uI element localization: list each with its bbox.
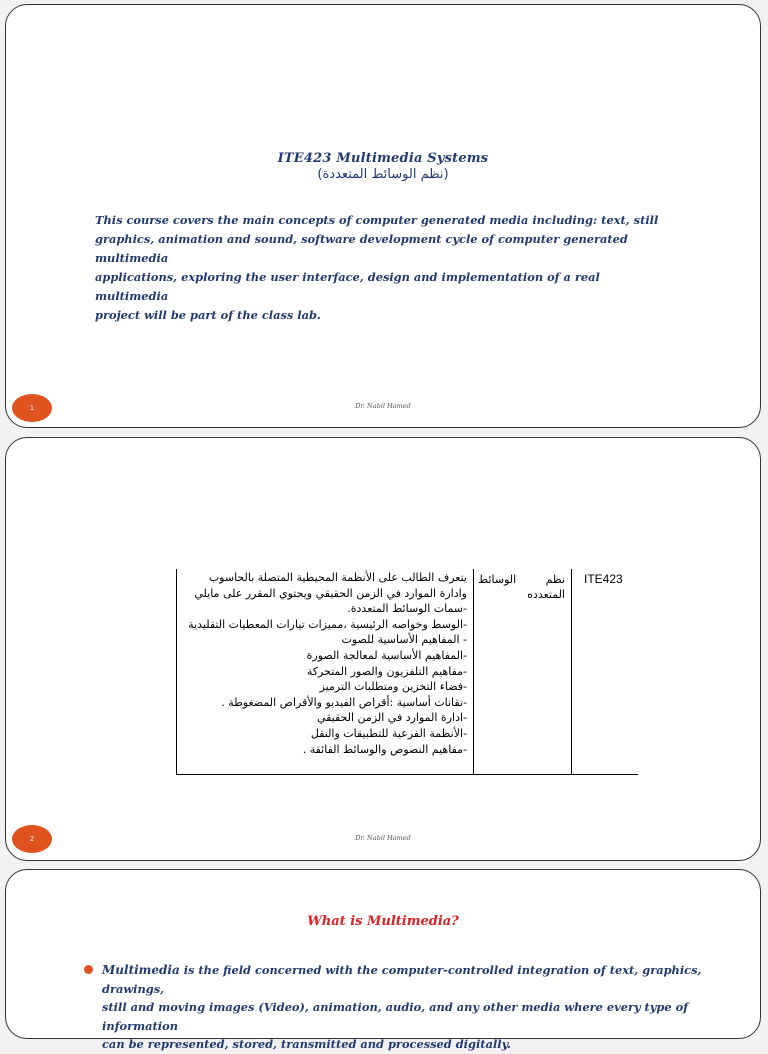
- description-line: وادارة الموارد في الزمن الحقيقي ويحتوي المقرر على مايلي: [194, 586, 467, 600]
- description-line: project will be part of the class lab.: [95, 308, 321, 322]
- slide-1: [5, 4, 761, 428]
- slide-3: [5, 869, 761, 1051]
- footer-author: Dr. Nabil Hamed: [355, 402, 411, 410]
- bullet-text: [102, 961, 714, 1054]
- page-number-badge: 1: [12, 394, 52, 422]
- description-line: -تقانات أساسية :أقراص الفيديو والأقراص المضغوطة .: [221, 695, 467, 709]
- description-line: This course covers the main concepts of computer generated media including: text, still: [95, 213, 659, 227]
- course-name-word: المتعدده: [527, 588, 565, 601]
- description-line: -مفاهيم التلفزيون والصور المتحركة: [306, 664, 467, 678]
- table-cell-description: [176, 569, 474, 774]
- description-line: applications, exploring the user interface, design and implementation of a real multimedia: [95, 270, 600, 303]
- course-code: ITE423: [584, 572, 623, 586]
- course-title-ar: (نظم الوسائط المتعددة): [317, 167, 449, 182]
- bullet-line: can be represented, stored, transmitted and processed digitally.: [102, 1037, 511, 1051]
- description-line: -سمات الوسائط المتعددة.: [347, 602, 467, 616]
- course-name: [474, 569, 571, 602]
- description-line: - المفاهيم الأساسية للصوت: [341, 633, 467, 647]
- slide-title: What is Multimedia?: [307, 914, 459, 929]
- description-line: -مفاهيم النصوص والوسائط الفائقة .: [302, 742, 467, 756]
- course-title-en: ITE423 Multimedia Systems: [277, 151, 489, 166]
- description-line: يتعرف الطالب على الأنظمة المحيطية المتصلة بالحاسوب: [208, 571, 467, 584]
- table-cell-course-code: [572, 569, 638, 774]
- description-line: -فضاء التخزين ومتطلبات الترميز: [319, 680, 467, 694]
- footer-author: Dr. Nabil Hamed: [355, 834, 411, 842]
- description-line: graphics, animation and sound, software development cycle of computer generated multimedia: [95, 232, 628, 265]
- course-description: [95, 211, 667, 325]
- course-name-word: نظم: [545, 573, 565, 586]
- bullet-item: [84, 961, 714, 1054]
- bullet-line: still and moving images (Video), animation, audio, and any other media where every type of information: [102, 1000, 689, 1033]
- description-line: -الأنظمة الفرعية للتطبيقات والنقل: [310, 726, 467, 740]
- bullet-dot-icon: [84, 965, 93, 974]
- description-list: [177, 569, 473, 757]
- page-number-badge: 2: [12, 825, 52, 853]
- slide-title: [6, 151, 760, 182]
- bullet-term: Multimedia: [102, 963, 180, 977]
- description-line: -ادارة الموارد في الزمن الحقيقي: [316, 711, 467, 725]
- table-cell-course-name: [474, 569, 572, 774]
- course-name-word: الوسائط: [478, 573, 517, 586]
- bullet-line: is the field concerned with the computer-controlled integration of text, graphics, drawings,: [102, 963, 702, 996]
- course-name-row: [478, 572, 565, 587]
- slide-2: [5, 437, 761, 861]
- description-line: -المفاهيم الأساسية لمعالجة الصورة: [306, 648, 467, 662]
- course-table: [176, 569, 638, 775]
- description-line: -الوسط وخواصه الرئيسية ،مميزات تيارات المعطيات التقليدية: [188, 617, 467, 631]
